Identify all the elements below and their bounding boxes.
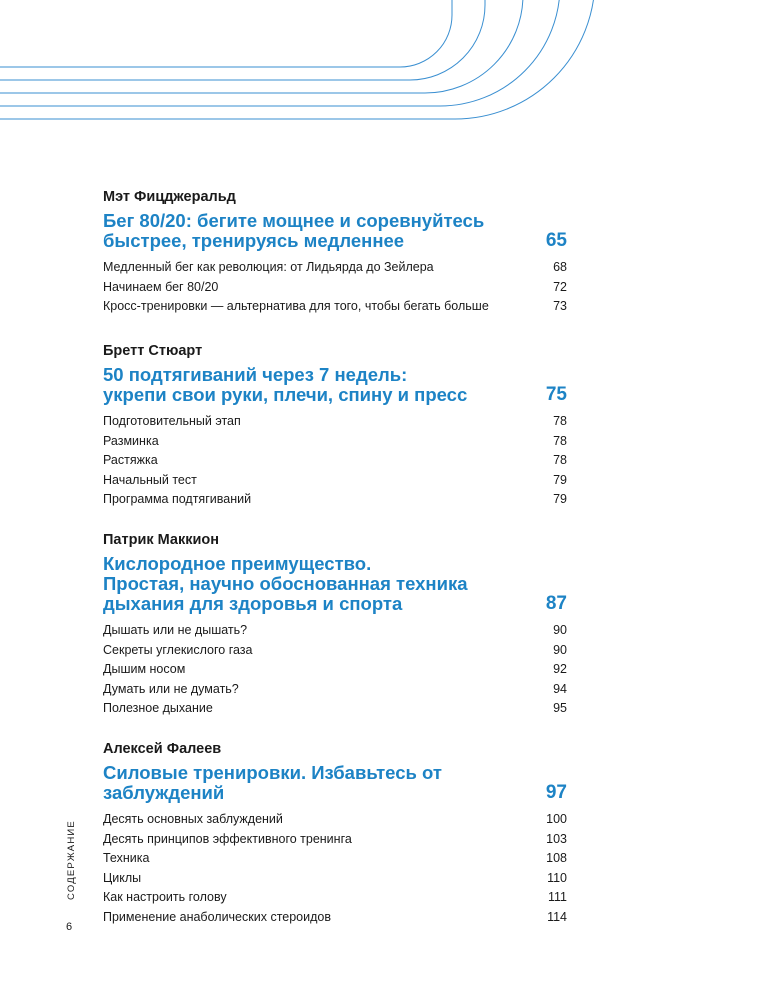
toc-entry-page: 68 [553, 260, 567, 274]
toc-entry[interactable] [103, 412, 567, 432]
author-name: Мэт Фицджеральд [103, 189, 236, 205]
track-line [0, 0, 523, 93]
toc-entry-page: 95 [553, 701, 567, 716]
toc-entry[interactable] [103, 258, 567, 278]
book-title-page: 87 [545, 593, 567, 614]
toc-entry[interactable] [103, 490, 567, 510]
book-title-row[interactable] [103, 211, 567, 251]
toc-entry-label: Дышим носом [103, 662, 186, 677]
book-title-page: 75 [545, 384, 567, 405]
book-title-page: 65 [545, 230, 567, 251]
toc-section [103, 532, 567, 719]
toc-entry[interactable] [103, 849, 567, 869]
decorative-track-lines [0, 0, 776, 160]
track-line [0, 0, 452, 67]
toc-entry-page: 108 [546, 851, 567, 866]
toc-entry-label: Кросс-тренировки — альтернатива для того, чтобы бегать больше [103, 299, 489, 314]
toc-entry-page: 79 [553, 472, 567, 487]
book-title-row[interactable] [103, 365, 567, 405]
toc-entry-label: Растяжка [103, 453, 158, 468]
toc-entry[interactable] [103, 699, 567, 719]
toc-entry-page: 94 [553, 681, 567, 696]
track-line [0, 0, 595, 119]
toc-entry-page: 92 [553, 662, 567, 677]
toc-entry-label: Подготовительный этап [103, 414, 241, 428]
book-title-row[interactable] [103, 554, 567, 614]
book-title: Силовые тренировки. Избавьтесь от заблуждений [103, 762, 442, 803]
toc-entry-label: Секреты углекислого газа [103, 642, 253, 657]
toc-entry[interactable] [103, 641, 567, 661]
toc-entry[interactable] [103, 830, 567, 850]
toc-entry[interactable] [103, 297, 567, 317]
track-line [0, 0, 560, 106]
toc-entry-label: Начинаем бег 80/20 [103, 279, 219, 294]
page-number: 6 [66, 921, 73, 933]
toc-entry-page: 114 [547, 909, 567, 924]
toc-entry-label: Десять основных заблуждений [103, 812, 283, 826]
toc-entry-page: 79 [553, 492, 567, 507]
toc-entry-label: Программа подтягиваний [103, 492, 252, 507]
toc-entry-label: Дышать или не дышать? [103, 623, 248, 637]
toc-entry-label: Полезное дыхание [103, 701, 213, 716]
book-title: Бег 80/20: бегите мощнее и соревнуйтесь быстрее, тренируясь медленнее [103, 210, 485, 251]
toc-entry-page: 90 [553, 642, 567, 657]
toc-entry-label: Думать или не думать? [103, 681, 239, 696]
toc-entry-page: 103 [546, 831, 567, 846]
toc-entry-label: Разминка [103, 433, 159, 448]
toc-entry-label: Техника [103, 851, 150, 866]
toc-entry-page: 78 [553, 453, 567, 468]
toc-entry-page: 78 [553, 414, 567, 428]
toc-entry[interactable] [103, 660, 567, 680]
book-title-page: 97 [545, 782, 567, 803]
toc-entry-label: Как настроить голову [103, 890, 227, 905]
toc-entry-label: Десять принципов эффективного тренинга [103, 831, 352, 846]
track-line [0, 0, 485, 80]
toc-entry[interactable] [103, 432, 567, 452]
toc-entry-page: 110 [547, 870, 567, 885]
toc-entry[interactable] [103, 888, 567, 908]
toc-entry-label: Применение анаболических стероидов [103, 909, 331, 924]
toc-entry-label: Циклы [103, 870, 142, 885]
toc-entry-label: Начальный тест [103, 472, 197, 487]
toc-entry-page: 78 [553, 433, 567, 448]
toc-entry[interactable] [103, 869, 567, 889]
toc-entry-page: 72 [553, 279, 567, 294]
toc-section [103, 343, 567, 510]
toc-entry[interactable] [103, 810, 567, 830]
author-name: Алексей Фалеев [103, 741, 222, 757]
toc-entry-page: 111 [547, 890, 567, 905]
book-title: 50 подтягиваний через 7 недель: укрепи свои руки, плечи, спину и пресс [103, 364, 468, 405]
toc-entry-page: 90 [553, 623, 567, 637]
toc-entry-label: Медленный бег как революция: от Лидьярда до Зейлера [103, 260, 434, 274]
author-name: Патрик Маккион [103, 532, 220, 548]
toc-entry-page: 100 [546, 812, 567, 826]
toc-section [103, 741, 567, 928]
toc-entry-page: 73 [553, 299, 567, 314]
toc-section [103, 189, 567, 317]
toc-entry[interactable] [103, 471, 567, 491]
book-title: Кислородное преимущество. Простая, научно обоснованная техника дыхания для здоровья и спорта [103, 553, 468, 614]
toc-entry[interactable] [103, 451, 567, 471]
book-title-row[interactable] [103, 763, 567, 803]
toc-entry[interactable] [103, 680, 567, 700]
toc-entry[interactable] [103, 278, 567, 298]
toc-entry[interactable] [103, 621, 567, 641]
running-header-label: СОДЕРЖАНИЕ [66, 820, 77, 900]
toc-entry[interactable] [103, 908, 567, 928]
author-name: Бретт Стюарт [103, 343, 203, 359]
